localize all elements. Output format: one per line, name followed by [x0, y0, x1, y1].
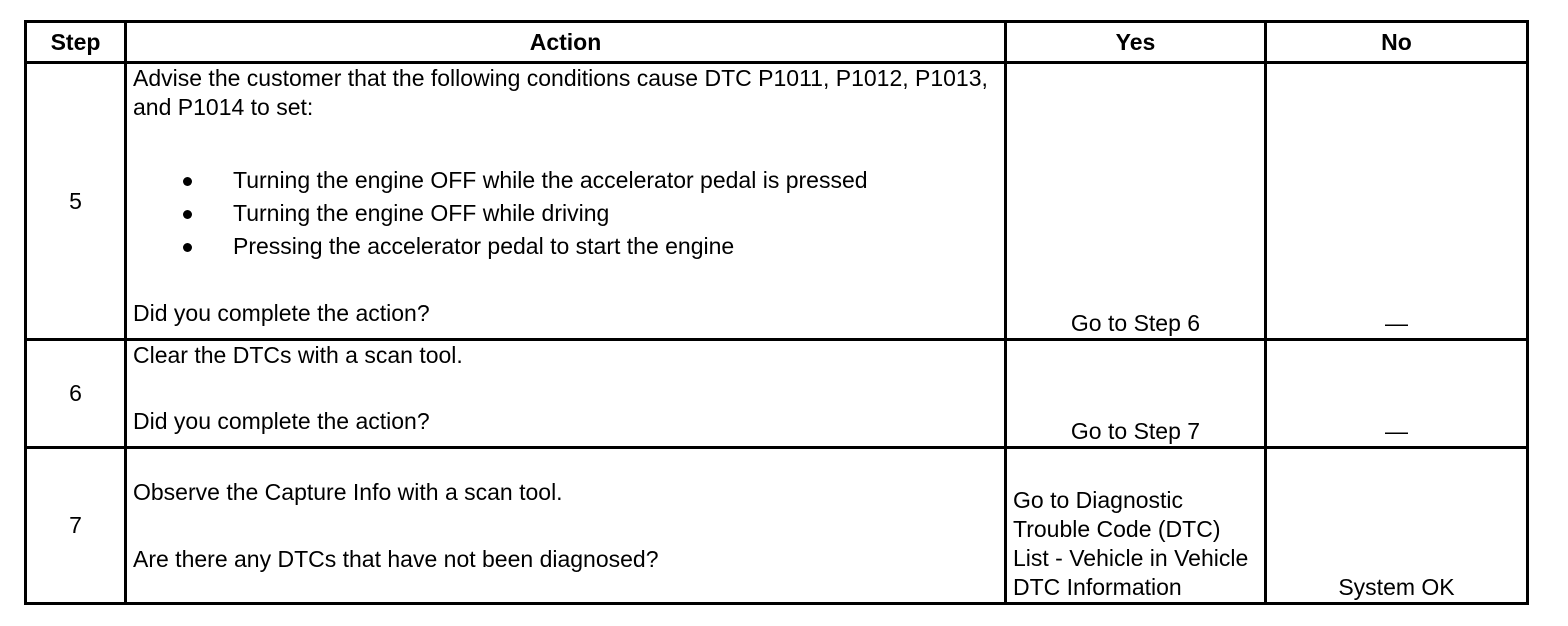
action-cell: [126, 63, 1006, 340]
list-item: Turning the engine OFF while driving: [133, 197, 998, 230]
action-question: Did you complete the action?: [133, 408, 430, 434]
yes-result: Go to Step 6: [1006, 63, 1266, 340]
header-action: Action: [126, 22, 1006, 63]
action-intro: Advise the customer that the following conditions cause DTC P1011, P1012, P1013, and P1014 to set:: [133, 65, 988, 120]
step-number: 5: [26, 63, 126, 340]
table-row-step-7: [26, 448, 1528, 604]
table-row-step-6: [26, 340, 1528, 448]
bullet-icon: [183, 210, 192, 219]
bullet-icon: [183, 243, 192, 252]
table-row-step-5: [26, 63, 1528, 340]
action-question: Are there any DTCs that have not been diagnosed?: [133, 545, 659, 572]
no-result: System OK: [1266, 448, 1528, 604]
yes-result: Go to Step 7: [1006, 340, 1266, 448]
action-cell: [126, 340, 1006, 448]
list-item: Pressing the accelerator pedal to start the engine: [133, 230, 998, 263]
diagnostic-table: [24, 20, 1529, 605]
header-row: [26, 22, 1528, 63]
bullet-icon: [183, 177, 192, 186]
yes-result-link[interactable]: Go to Diagnostic Trouble Code (DTC) List - Vehicle in Vehicle DTC Information: [1006, 448, 1266, 604]
action-intro: Observe the Capture Info with a scan tool.: [133, 478, 563, 505]
action-intro: Clear the DTCs with a scan tool.: [133, 342, 463, 368]
header-yes: Yes: [1006, 22, 1266, 63]
no-result: —: [1266, 63, 1528, 340]
step-number: 6: [26, 340, 126, 448]
list-item: Turning the engine OFF while the accelerator pedal is pressed: [133, 164, 998, 197]
action-cell: [126, 448, 1006, 604]
header-step: Step: [26, 22, 126, 63]
condition-list: [133, 164, 998, 263]
action-question: Did you complete the action?: [133, 300, 430, 326]
no-result: —: [1266, 340, 1528, 448]
header-no: No: [1266, 22, 1528, 63]
step-number: 7: [26, 448, 126, 604]
